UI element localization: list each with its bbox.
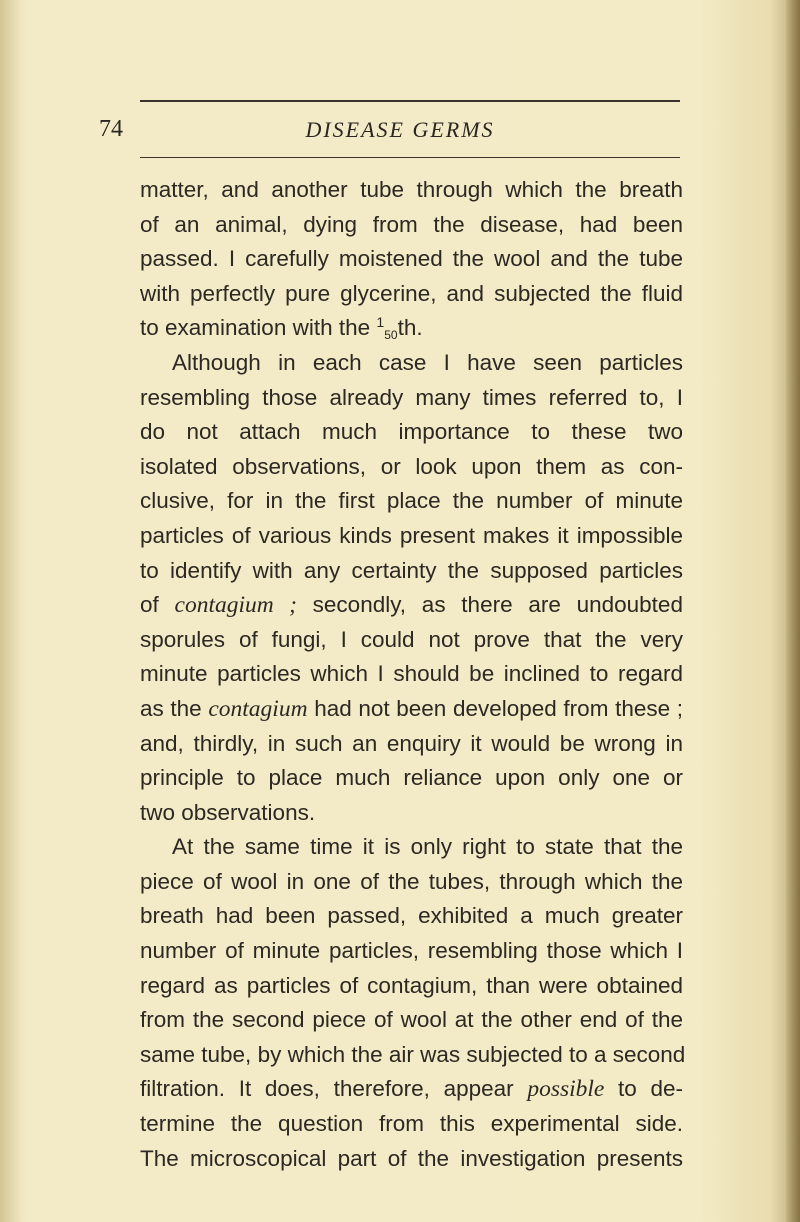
text-line: same tube, by which the air was subjected to a second [140,1041,686,1067]
header-rule-bottom [140,157,680,158]
italic-term: contagium [208,695,308,722]
text-line: isolated observations, or look upon them as con- [140,453,683,479]
text-line: breath had been passed, exhibited a much greater [140,903,683,929]
text-fragment: had not been developed from these ; [314,695,683,721]
running-head: DISEASE GERMS [305,117,495,142]
italic-term: possible [527,1076,605,1103]
text-line: of an animal, dying from the disease, had been [140,211,683,237]
text-line: do not attach much importance to these two [140,419,683,445]
text-line [140,692,683,727]
text-line [140,311,683,346]
text-line: sporules of fungi, I could not prove that the very [140,626,683,652]
text-line: regard as particles of contagium, than were obtained [140,972,683,998]
text-line: matter, and another tube through which the breath [140,177,683,202]
body-text [140,173,686,1176]
text-line: passed. I carefully moistened the wool and the tube [140,246,683,272]
text-line: termine the question from this experimental side. [140,1111,683,1137]
text-line: The microscopical part of the investigation presents [140,1145,683,1171]
text-line: and, thirdly, in such an enquiry it would be wrong in [140,730,683,756]
italic-term: contagium ; [174,592,297,619]
text-line: two observations. [140,799,316,825]
text-line: with perfectly pure glycerine, and subjected the fluid [140,280,683,306]
fraction-numerator: 1 [376,314,385,331]
text-line: resembling those already many times referred to, I [140,384,683,410]
binding-shadow [0,0,22,1222]
text-fragment: as the [140,695,202,721]
text-line: particles of various kinds present makes it impossible [140,522,683,548]
text-line: from the second piece of wool at the other end of the [140,1007,683,1033]
text-line [140,588,683,623]
page-number: 74 [99,116,123,142]
text-line: Although in each case I have seen particles [172,349,683,375]
text-line: minute particles which I should be inclined to regard [140,661,683,687]
text-fragment: to de- [618,1076,683,1102]
fraction-suffix: th. [397,315,423,341]
page-edge [786,0,800,1222]
text-line [140,1072,683,1107]
header-rule-top [140,100,680,102]
text-line: piece of wool in one of the tubes, through which the [140,868,683,894]
text-fragment: of [140,592,159,618]
text-line: principle to place much reliance upon only one or [140,765,683,791]
text-line: to identify with any certainty the supposed particles [140,557,683,583]
text-line: number of minute particles, resembling those which I [140,938,683,964]
text-fragment: secondly, as there are undoubted [312,592,683,618]
text-line: At the same time it is only right to state that the [172,834,683,860]
fraction-denominator: 50 [384,328,398,343]
text-fragment: to examination with the [140,315,371,341]
text-line: clusive, for in the first place the number of minute [140,488,683,514]
text-fragment: filtration. It does, therefore, appear [140,1076,514,1102]
